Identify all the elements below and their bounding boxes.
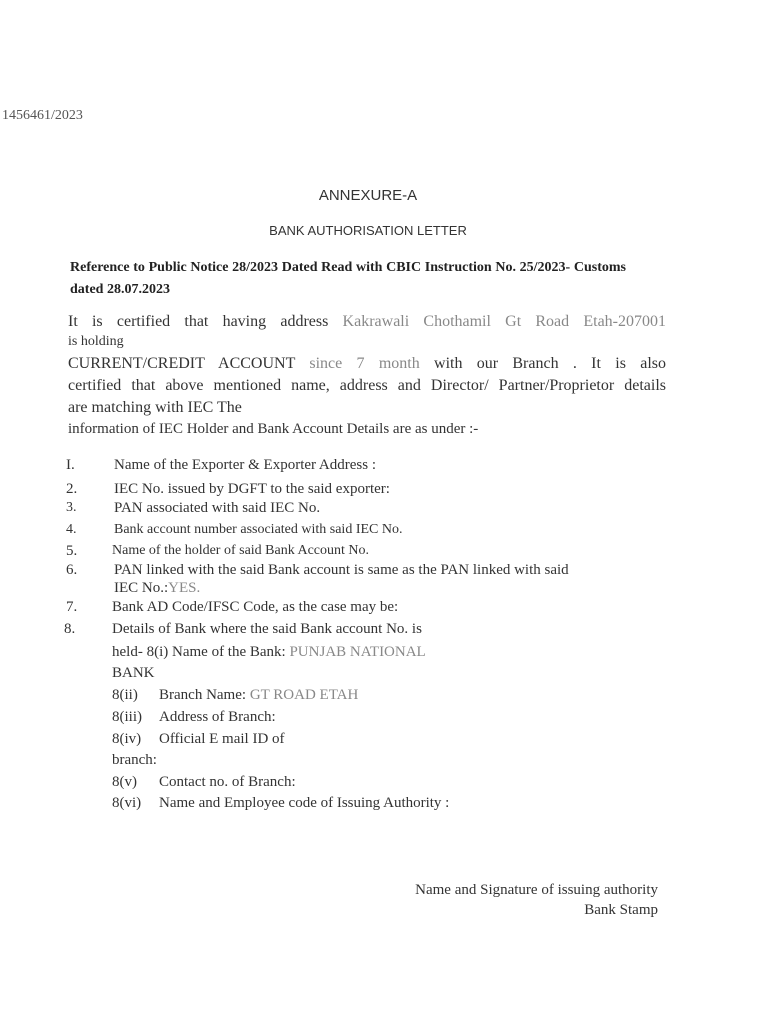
sub-item-number: 8(iii) [112,709,142,725]
certification-line-3-rest: with our Branch . It is also [434,355,666,372]
item-label-continued: held- [112,644,143,660]
item-number: 6. [66,562,78,578]
bank-stamp-label: Bank Stamp [584,902,658,918]
sub-item-number: 8(i) [146,644,169,660]
sub-item-number: 8(ii) [112,687,138,703]
certification-line-1 [68,313,666,331]
certification-line-4: certified that above mentioned name, address and Director/ Partner/Proprietor details [68,377,666,394]
pan-match-value: YES. [168,580,201,596]
sub-item-branch-name [159,687,358,704]
item-number: 4. [66,522,77,537]
certification-line-5: are matching with IEC The [68,399,242,416]
item-label-continued: IEC No.:YES. [114,580,201,596]
item-label: PAN associated with said IEC No. [114,500,321,516]
branch-name-value: GT ROAD ETAH [249,687,359,703]
item-number: 2. [66,481,78,497]
signature-line: Name and Signature of issuing authority [415,882,658,898]
reference-note: Reference to Public Notice 28/2023 Dated Read with CBIC Instruction No. 25/2023- Customs dated 28.07.2023 [70,260,626,297]
account-since: since 7 month [309,355,420,372]
sub-item-number: 8(iv) [112,731,142,747]
bank-name-value-continued: BANK [112,665,155,681]
sub-item-label: Address of Branch: [159,709,276,725]
item-number: 8. [64,621,76,637]
sub-item-label: Name and Employee code of Issuing Authority : [159,795,450,811]
item-number: 3. [66,500,77,515]
certification-line-3 [68,355,666,373]
account-type: CURRENT/CREDIT ACCOUNT [68,355,296,372]
item-label: Bank AD Code/IFSC Code, as the case may be: [112,599,399,615]
sub-item-bank-name [112,644,426,661]
certification-prefix: It is certified that having address [68,313,329,330]
document-subtitle: BANK AUTHORISATION LETTER [269,223,467,238]
item-number: 7. [66,599,78,615]
sub-item-label: Contact no. of Branch: [159,774,296,790]
item-label: Name of the Exporter & Exporter Address : [114,457,377,473]
item-label: PAN linked with the said Bank account is same as the PAN linked with said [114,562,569,578]
item-label: IEC No. issued by DGFT to the said exporter: [114,481,390,497]
bank-name-value: PUNJAB NATIONAL [289,644,426,660]
sub-item-label: Branch Name: [159,687,247,703]
item-number: 5. [66,543,78,559]
item-label: Bank account number associated with said IEC No. [114,522,403,537]
sub-item-label: Official E mail ID of [159,731,285,747]
document-title: ANNEXURE-A [318,187,418,204]
certification-holding: is holding [68,334,124,349]
item-label: Details of Bank where the said Bank account No. is [112,621,422,637]
sub-item-number: 8(vi) [112,795,142,811]
item-number: I. [66,457,75,473]
item-label: Name of the holder of said Bank Account No. [112,543,369,558]
exporter-address: Kakrawali Chothamil Gt Road Etah-207001 [342,313,667,330]
certification-line-6: information of IEC Holder and Bank Account Details are as under :- [68,421,479,437]
sub-item-number: 8(v) [112,774,137,790]
sub-item-label-continued: branch: [112,752,157,768]
reference-number: 1456461/2023 [2,108,83,123]
sub-item-label: Name of the Bank: [172,644,286,660]
